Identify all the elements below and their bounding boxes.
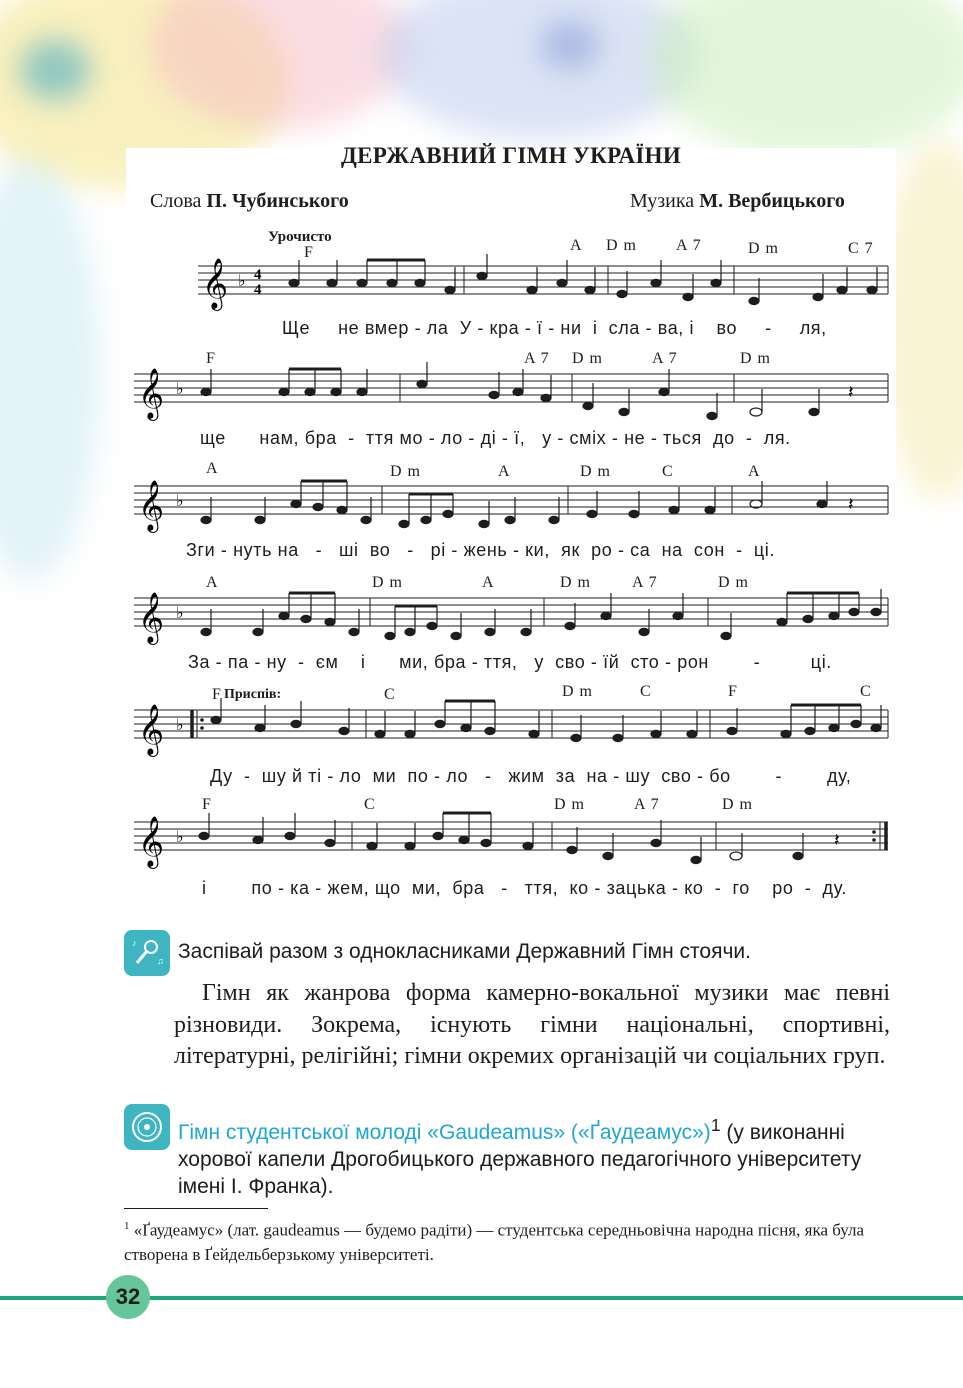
quarter-rest-icon: 𝄽 (848, 494, 854, 515)
chord: D m (740, 350, 771, 367)
treble-clef-icon: 𝄞 (202, 258, 229, 309)
chord: D m (572, 350, 603, 367)
lyrics-line: Ду - шу й ті - ло ми по - ло - жим за на - шу сво - бо - ду, (210, 766, 852, 786)
chord: F (206, 350, 216, 367)
treble-clef-icon: 𝄞 (138, 816, 165, 867)
quarter-rest-icon: 𝄽 (834, 830, 840, 851)
lyrics-line: і по - ка - жем, що ми, бра - ття, ко - зацька - ко - го ро - ду. (202, 878, 847, 898)
chord: A 7 (632, 574, 658, 591)
music-staff (134, 816, 894, 876)
flat-sign: ♭ (238, 271, 246, 290)
time-signature-bottom: 4 (254, 282, 262, 298)
music-staff (198, 256, 898, 316)
quarter-rest-icon: 𝄽 (848, 382, 854, 403)
flat-sign: ♭ (176, 827, 184, 846)
chord: F (728, 683, 738, 700)
chord: A (570, 237, 583, 254)
footnote (124, 1214, 890, 1267)
words-label: Слова (150, 190, 202, 212)
footnote-text: «Ґаудеамус» (лат. gaudeamus — будемо радіти) — студентська середньовічна народна пісня, яка була створена в Ґейдельберзькому університеті. (124, 1220, 865, 1264)
chord: F (212, 686, 222, 703)
chord: D m (580, 463, 611, 480)
chord: D m (748, 240, 779, 257)
flat-sign: ♭ (176, 603, 184, 622)
chord: C (662, 463, 674, 480)
chord: A 7 (676, 237, 702, 254)
chord: C (640, 683, 652, 700)
chord: D m (554, 796, 585, 813)
lyrics-credit (150, 190, 349, 213)
tempo-marking: Урочисто (268, 229, 332, 245)
listening-task (178, 1112, 890, 1200)
chord: D m (560, 574, 591, 591)
treble-clef-icon: 𝄞 (138, 368, 165, 419)
repeat-dot (872, 830, 876, 834)
refrain-label: Приспів: (224, 687, 282, 702)
chord: A (498, 463, 511, 480)
footnote-divider (124, 1208, 268, 1209)
lyrics-line: Ще не вмер - ла У - кра - ї - ни і сла - ва, і во - ля, (282, 318, 827, 338)
chord: D m (390, 463, 421, 480)
lyrics-line: За - па - ну - єм і ми, бра - ття, у сво - їй сто - рон - ці. (188, 652, 832, 672)
chord: A 7 (652, 350, 678, 367)
body-paragraph: Гімн як жанрова форма камерно-вокальної музики має певні різновиди. Зокрема, існують гімни національні, спортивні, літературні, релігійні; гімни окремих організацій чи соціальних груп. (174, 980, 890, 1069)
listening-description: (у виконанні хорової капели Дрогобицького державного педагогічного університету імені І. Франка). (178, 1121, 862, 1198)
chord: A 7 (634, 796, 660, 813)
listening-title: Гімн студентської молоді «Gaudeamus» («Ґаудеамус») (178, 1121, 711, 1144)
chord: F (304, 244, 314, 261)
chord: A 7 (524, 350, 550, 367)
repeat-dot (200, 718, 204, 722)
page-number: 32 (106, 1275, 150, 1319)
footnote-mark: 1 (710, 1115, 721, 1135)
music-credit (630, 190, 845, 213)
music-staff (134, 592, 894, 652)
chord: A (206, 460, 219, 477)
music-staff (134, 480, 894, 540)
music-author: М. Вербицького (699, 190, 845, 212)
song-title: ДЕРЖАВНИЙ ГІМН УКРАЇНИ (340, 143, 682, 168)
chord: C (384, 686, 396, 703)
singing-microphone-icon (124, 930, 170, 976)
svg-text:♫: ♫ (157, 956, 164, 966)
music-staff (134, 368, 894, 428)
chord: A (748, 463, 761, 480)
chord: A (206, 574, 219, 591)
treble-clef-icon: 𝄞 (138, 704, 165, 755)
repeat-dot (872, 838, 876, 842)
chord: D m (562, 683, 593, 700)
chord: D m (372, 574, 403, 591)
chord: A (482, 574, 495, 591)
flat-sign: ♭ (176, 491, 184, 510)
chord: D m (722, 796, 753, 813)
svg-text:♪: ♪ (132, 938, 137, 948)
words-author: П. Чубинського (206, 190, 349, 212)
chord: C (364, 796, 376, 813)
chord: F (202, 796, 212, 813)
lyrics-line: ще нам, бра - ття мо - ло - ді - ї, у - сміх - не - ться до - ля. (200, 428, 791, 448)
task-instruction: Заспівай разом з однокласниками Державний Гімн стоячи. (178, 940, 751, 963)
music-label: Музика (630, 190, 695, 212)
time-signature-top: 4 (254, 267, 262, 283)
treble-clef-icon: 𝄞 (138, 480, 165, 531)
chord: C 7 (848, 240, 874, 257)
music-staff (134, 704, 894, 764)
footnote-mark: 1 (124, 1220, 130, 1232)
chord: D m (606, 237, 637, 254)
chord: D m (718, 574, 749, 591)
lyrics-line: Зги - нуть на - ші во - рі - жень - ки, як ро - са на сон - ці. (186, 540, 775, 560)
chord: C (860, 683, 872, 700)
treble-clef-icon: 𝄞 (138, 592, 165, 643)
repeat-dot (200, 726, 204, 730)
music-disc-icon (124, 1104, 170, 1150)
flat-sign: ♭ (176, 379, 184, 398)
flat-sign: ♭ (176, 715, 184, 734)
